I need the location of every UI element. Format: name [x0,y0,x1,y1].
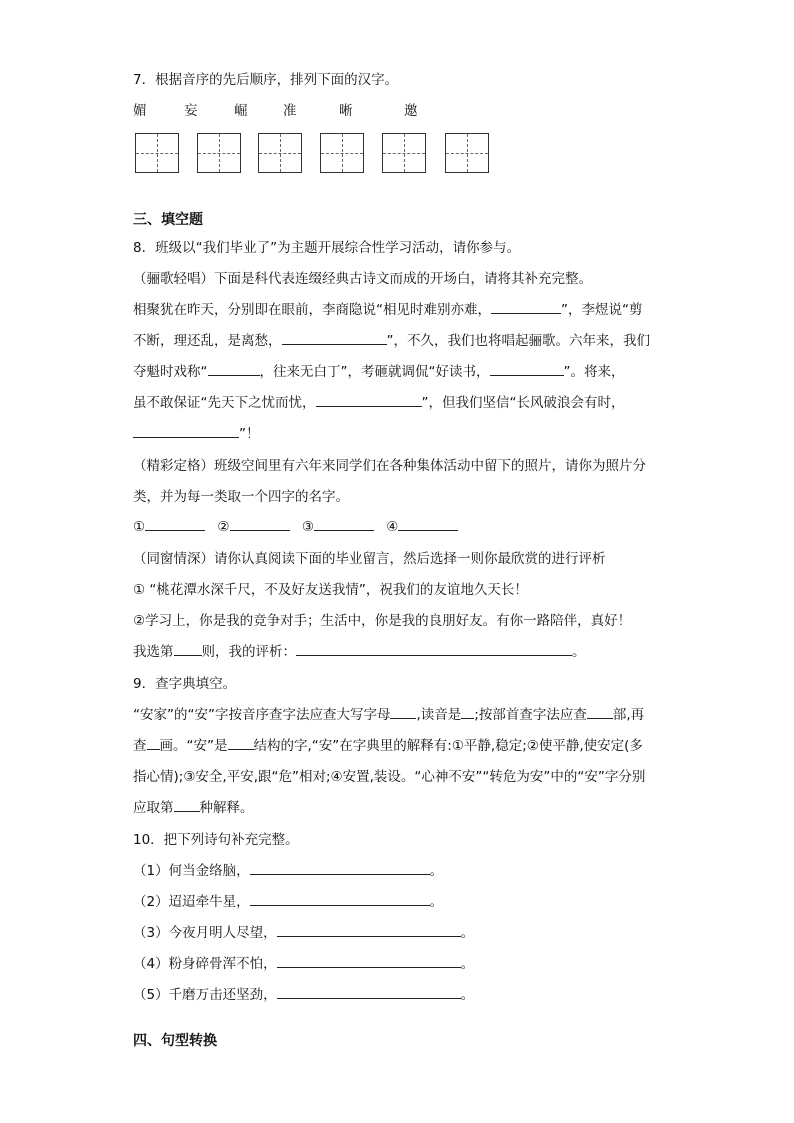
q8-line-6: ”！ [133,422,260,442]
category-blank-3[interactable] [314,516,374,531]
q10-title: 10．把下列诗句补充完整。 [133,832,299,848]
blank-6[interactable] [133,423,239,438]
poem-blank-4[interactable] [277,953,461,968]
char-1: 媚 [133,103,147,119]
poem-blank-1[interactable] [250,860,430,875]
choice-blank[interactable] [174,641,202,656]
section-3-title: 三、填空题 [133,212,203,228]
writing-box-3[interactable] [258,133,302,173]
q9-title: 9．查字典填空。 [133,676,237,692]
writing-box-2[interactable] [197,133,241,173]
strokes-blank[interactable] [147,735,160,750]
poem-line-1: （1）何当金络脑， 。 [133,859,443,879]
pinyin-blank[interactable] [461,704,474,719]
poem-line-5: （5）千磨万击还坚劲， 。 [133,983,474,1003]
comment-blank[interactable] [296,641,572,656]
blank-3[interactable] [208,361,260,376]
tianzige-grid [133,133,493,177]
meaning-blank[interactable] [174,797,200,812]
blank-2[interactable] [282,330,387,345]
poem-line-3: （3）今夜月明人尽望， 。 [133,921,474,941]
radical-blank[interactable] [587,704,613,719]
q8-line-3: 不断，理还乱，是离愁， ”，不久，我们也将唱起骊歌。六年来，我们 [133,329,650,349]
char-3: 崛 [234,103,248,119]
char-2: 妄 [184,103,198,119]
q8-title: 8．班级以“我们毕业了”为主题开展综合性学习活动，请你参与。 [133,240,521,256]
q8-para-12: ②学习上，你是我的竞争对手；生活中，你是我的良朋好友。有你一路陪伴，真好！ [133,613,632,629]
q7-title: 7．根据音序的先后顺序，排列下面的汉字。 [133,72,399,88]
letter-blank[interactable] [390,704,416,719]
structure-blank[interactable] [228,735,254,750]
category-blank-2[interactable] [230,516,290,531]
q9-line-4: 应取第 种解释。 [133,796,254,816]
q9-line-1: “安家”的“安”字按音序查字法应查大写字母 ,读音是 ;按部首查字法应查 部,再 [133,703,644,723]
char-6: 邀 [404,103,418,119]
q8-para-7: （精彩定格）班级空间里有六年来同学们在各种集体活动中留下的照片，请你为照片分 [133,458,646,474]
section-4-title: 四、句型转换 [133,1033,217,1049]
q8-para-1: （骊歌轻唱）下面是科代表连缀经典古诗文而成的开场白，请将其补充完整。 [133,271,592,287]
poem-blank-2[interactable] [250,891,430,906]
category-blank-4[interactable] [398,516,458,531]
poem-line-2: （2）迢迢牵牛星， 。 [133,890,443,910]
writing-box-5[interactable] [382,133,426,173]
writing-box-6[interactable] [445,133,489,173]
q9-line-2: 查 画。“安”是 结构的字,“安”在字典里的解释有:①平静,稳定;②使平静,使安定(多 [133,734,643,754]
q9-line-3: 指心情);③安全,平安,跟“危”相对;④安置,装设。“心神不安”“转危为安”中的“安”字分别 [133,769,646,785]
char-5: 晰 [339,103,353,119]
q8-options: ① ② ③ ④ [133,516,458,535]
q7-chars [133,99,473,119]
poem-blank-5[interactable] [277,984,461,999]
q8-para-10: （同窗情深）请你认真阅读下面的毕业留言，然后选择一则你最欣赏的进行评析 [133,551,606,567]
blank-5[interactable] [316,392,422,407]
writing-box-1[interactable] [135,133,179,173]
q8-line-4: 夺魁时戏称“ ，往来无白丁”，考砸就调侃“好读书， ”。将来， [133,360,625,380]
char-4: 准 [283,103,297,119]
poem-line-4: （4）粉身碎骨浑不怕， 。 [133,952,474,972]
q8-para-8: 类，并为每一类取一个四字的名字。 [133,489,349,505]
q8-para-11: ① “桃花潭水深千尺，不及好友送我情”，祝我们的友谊地久天长！ [133,582,528,598]
blank-1[interactable] [491,299,561,314]
q8-line-13: 我选第 则，我的评析： 。 [133,640,586,660]
q8-line-5: 虽不敢保证“先天下之忧而忧， ”，但我们坚信“长风破浪会有时， [133,391,625,411]
category-blank-1[interactable] [145,516,205,531]
poem-blank-3[interactable] [277,922,461,937]
writing-box-4[interactable] [320,133,364,173]
blank-4[interactable] [490,361,564,376]
q8-line-2: 相聚犹在昨天，分别即在眼前，李商隐说“相见时难别亦难， ”，李煜说“剪 [133,298,643,318]
